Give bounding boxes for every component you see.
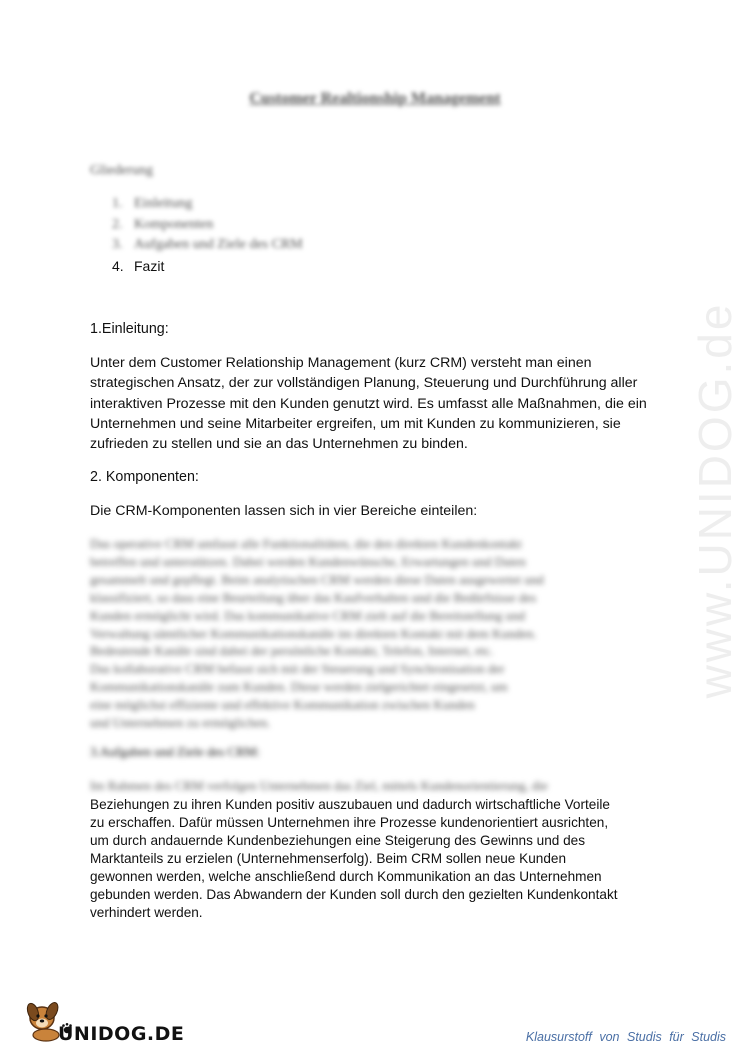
outline-item: 2. Komponenten [112, 216, 214, 232]
text-line: zufrieden zu stellen und sie an das Unternehmen zu binden. [90, 436, 468, 453]
text-line: strategischen Ansatz, der zur vollständigen Planung, Steuerung und Durchführung aller [90, 375, 638, 392]
section-heading: 1.Einleitung: [90, 321, 169, 337]
blurred-line: Das operative CRM umfasst alle Funktionalitäten, die den direkten Kundenkontakt [90, 536, 522, 551]
blurred-line: Verwaltung sämtlicher Kommunikationskanäle im direkten Kontakt mit dem Kunden. [90, 625, 537, 641]
logo-text: UNIDOG.DE [58, 1023, 185, 1045]
blurred-line: betreffen und unterstützen. Dabei werden Kundenwünsche, Erwartungen und Daten [90, 553, 526, 569]
outline-item: 4. Fazit [112, 257, 165, 274]
section-intro: Die CRM-Komponenten lassen sich in vier Bereiche einteilen: [90, 503, 478, 519]
blurred-line: Kommunikationskanäle zum Kunden. Diese werden zielgerichtet eingesetzt, um [90, 679, 508, 695]
blurred-line: gesammelt und gepflegt. Beim analytischen CRM werden diese Daten ausgewertet und [90, 571, 544, 587]
text-line: interaktiven Prozesse mit den Kunden genutzt wird. Es umfasst alle Maßnahmen, die ein [90, 395, 647, 412]
blurred-line: Das kollaborative CRM befasst sich mit der Steuerung und Synchronisation der [90, 661, 505, 677]
text-line: um durch andauernde Kundenbeziehungen eine Steigerung des Gewinns und des [90, 833, 586, 848]
document-title: Customer Realtionship Management [249, 90, 501, 107]
section-heading: 3.Aufgaben und Ziele des CRM: [90, 744, 261, 759]
blurred-line: Im Rahmen des CRM verfolgen Unternehmen das Ziel, mittels Kundenorientierung, die [90, 778, 548, 793]
text-line: zu erschaffen. Dafür müssen Unternehmen ihre Prozesse kundenorientiert ausrichten, [90, 815, 609, 830]
text-line: verhindert werden. [90, 905, 203, 920]
text-line: Unternehmen und seine Mitarbeiter ergreifen, um mit Kunden zu kommunizieren, sie [90, 415, 621, 432]
blurred-paragraph [90, 535, 650, 732]
outline-item: 3. Aufgaben und Ziele des CRM [112, 237, 303, 252]
outline-list [112, 194, 303, 276]
watermark: www.UNIDOG.de [689, 301, 741, 699]
blurred-line: Bedeutende Kanäle sind dabei der persönliche Kontakt, Telefon, Internet, etc. [90, 643, 494, 659]
blurred-line: und Unternehmen zu ermöglichen. [90, 715, 271, 731]
text-line: gebunden werden. Das Abwandern der Kunden soll durch den gezielten Kundenkontakt [90, 887, 618, 902]
text-line: Marktanteils zu erzielen (Unternehmenserfolg). Beim CRM sollen neue Kunden [90, 851, 567, 866]
outline-item: 1. Einleitung [112, 196, 193, 211]
text-line: Beziehungen zu ihren Kunden positiv auszubauen und dadurch wirtschaftliche Vorteile [90, 797, 610, 812]
outline-heading: Gliederung [90, 163, 153, 178]
blurred-line: Kunden ermöglicht wird. Das kommunikative CRM zielt auf die Bereitstellung und [90, 607, 526, 623]
section-heading: 2. Komponenten: [90, 469, 199, 485]
blurred-line: eine möglichst effiziente und effektive Kommunikation zwischen Kunden [90, 697, 475, 713]
section-paragraph [90, 353, 660, 454]
text-line: Unter dem Customer Relationship Management (kurz CRM) versteht man einen [90, 355, 592, 371]
text-line: gewonnen werden, welche anschließend durch Kommunikation an das Unternehmen [90, 869, 602, 884]
blurred-line: klassifiziert, so dass eine Beurteilung über das Kaufverhalten und die Bedürfnisse des [90, 589, 537, 605]
footer-slogan: Klausurstoff von Studis für Studis [525, 1030, 726, 1044]
section-paragraph [90, 796, 660, 922]
